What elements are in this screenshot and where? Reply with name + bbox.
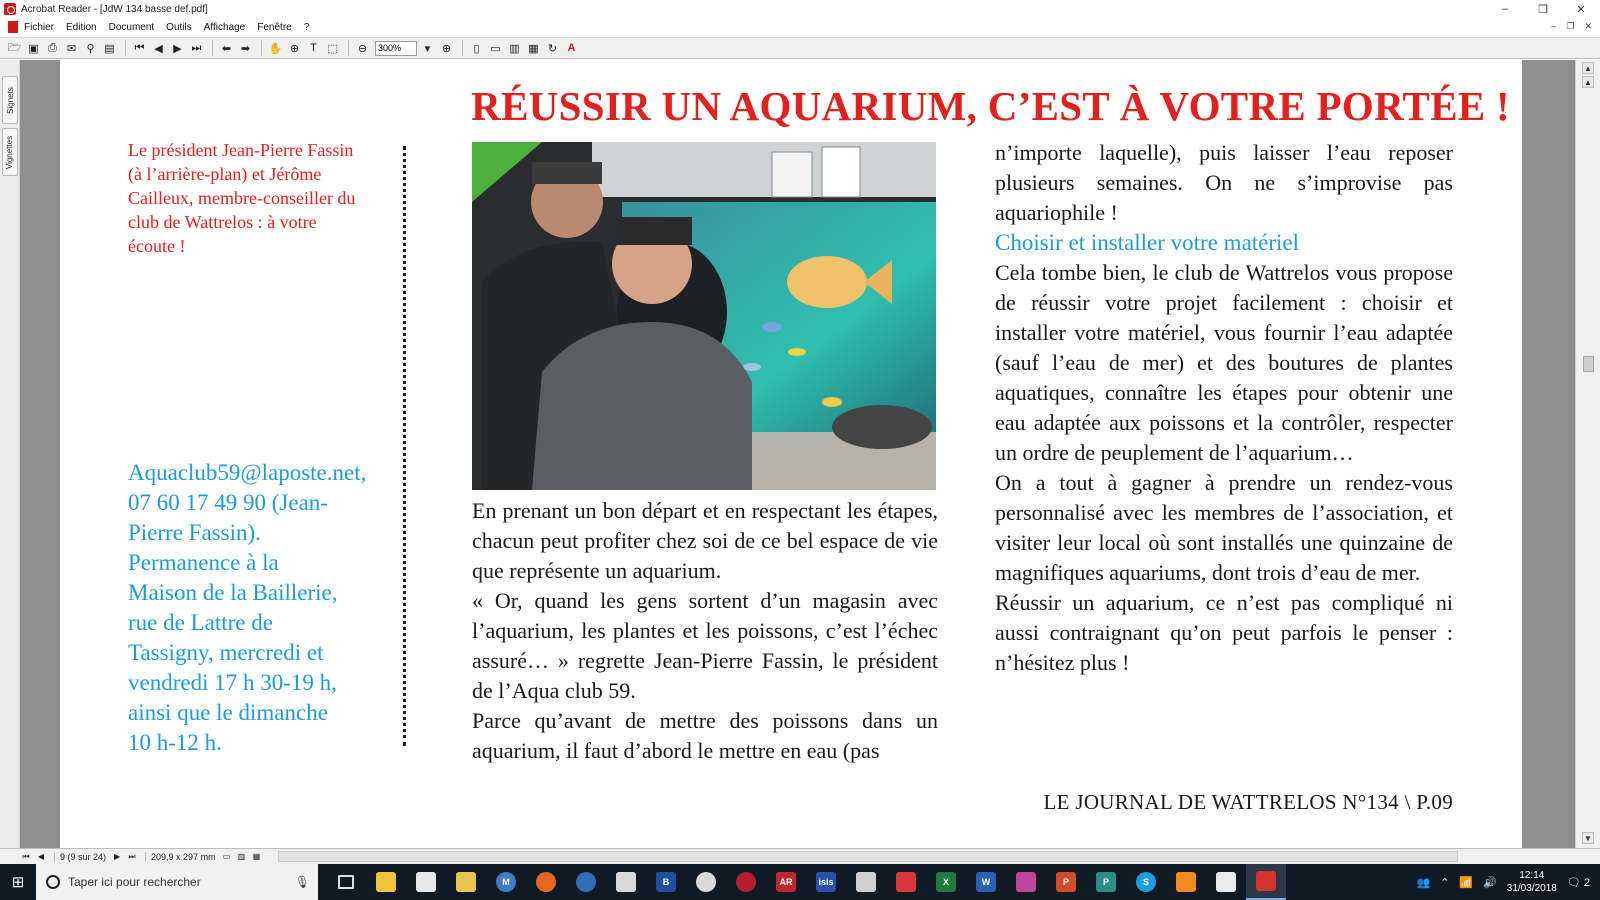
- disk-tool-icon[interactable]: [686, 864, 726, 900]
- zoom-dropdown-icon[interactable]: ▾: [424, 42, 431, 55]
- maxthon-icon[interactable]: M: [486, 864, 526, 900]
- next-page-icon[interactable]: ▶: [113, 852, 121, 861]
- maximize-button[interactable]: ❐: [1538, 3, 1548, 16]
- right-paragraph: Réussir un aquarium, ce n’est pas compliqué ni aussi contraignant qu’on peut parfois le penser : n’hésitez plus !: [995, 590, 1453, 675]
- snapshot-icon[interactable]: ⬚: [327, 42, 338, 55]
- vlc-icon[interactable]: [1166, 864, 1206, 900]
- scrollbar-thumb[interactable]: [1583, 356, 1594, 372]
- acrobat-app-icon: [4, 3, 16, 15]
- firefox-icon[interactable]: [526, 864, 566, 900]
- status-bar: [0, 848, 1600, 864]
- task-view-icon[interactable]: [326, 864, 366, 900]
- save-icon[interactable]: ▣: [28, 42, 39, 55]
- menu-document[interactable]: Document: [108, 21, 155, 33]
- fit-page-icon[interactable]: ▭: [490, 42, 501, 55]
- continuous-icon[interactable]: ▥: [237, 852, 246, 861]
- print-icon[interactable]: ⎙: [48, 41, 57, 54]
- scroll-up-icon[interactable]: ▲: [1582, 62, 1594, 74]
- menu-fichier[interactable]: Fichier: [24, 21, 55, 33]
- menu-affichage[interactable]: Affichage: [203, 21, 246, 33]
- zoom-in-icon[interactable]: ⊕: [441, 42, 452, 55]
- clock-time: 12:14: [1519, 870, 1545, 881]
- notification-center-icon[interactable]: 🗨 2: [1566, 876, 1590, 889]
- properties-icon[interactable]: ▤: [104, 42, 115, 55]
- toolbar-divider: [212, 40, 213, 56]
- fit-width-icon[interactable]: ▥: [509, 42, 520, 55]
- open-icon[interactable]: 🗁: [7, 41, 22, 54]
- close-button[interactable]: ✕: [1576, 3, 1586, 16]
- document-viewport[interactable]: [20, 60, 1575, 848]
- tray-chevron-icon[interactable]: ⌃: [1440, 876, 1450, 889]
- toolbar: [0, 37, 1600, 59]
- article-headline: RÉUSSIR UN AQUARIUM, C’EST À VOTRE PORTÉE !: [471, 83, 1510, 129]
- thunderbird-icon[interactable]: [566, 864, 606, 900]
- skype-icon[interactable]: S: [1126, 864, 1166, 900]
- system-tray: [1416, 864, 1600, 900]
- email-icon[interactable]: ✉: [66, 42, 77, 55]
- volume-icon[interactable]: 🔊: [1483, 876, 1497, 889]
- zoom-tool-icon[interactable]: ⊕: [289, 42, 300, 55]
- publisher-icon[interactable]: P: [1086, 864, 1126, 900]
- right-paragraph: n’importe laquelle), puis laisser l’eau reposer plusieurs semaines. On ne s’improvise pas aquariophile !: [995, 140, 1453, 225]
- doc-minimize-button[interactable]: –: [1551, 21, 1557, 31]
- calculator-icon[interactable]: [846, 864, 886, 900]
- section-subheading: Choisir et installer votre matériel: [995, 230, 1300, 255]
- article-photo: [472, 142, 936, 490]
- file-explorer-icon[interactable]: [366, 864, 406, 900]
- document-window-controls: [1551, 21, 1592, 32]
- dotted-divider: [403, 146, 406, 746]
- tab-signets-label: Signets: [5, 86, 15, 114]
- cortana-icon: [46, 875, 60, 889]
- menu-bar: [0, 18, 1600, 36]
- menu-edition[interactable]: Edition: [66, 21, 97, 33]
- adobe-logo-icon[interactable]: A: [567, 42, 576, 54]
- page-size: 209,9 x 297 mm: [145, 852, 221, 862]
- facing-icon[interactable]: ▦: [252, 852, 261, 861]
- windows-start-icon[interactable]: ⊞: [11, 874, 25, 891]
- rotate-icon[interactable]: ↻: [547, 42, 558, 55]
- document-icon[interactable]: [8, 21, 18, 33]
- doc-close-button[interactable]: ✕: [1584, 21, 1592, 31]
- notepad-icon[interactable]: [1206, 864, 1246, 900]
- menu-help[interactable]: ?: [303, 21, 310, 33]
- word-icon[interactable]: W: [966, 864, 1006, 900]
- previous-page-icon[interactable]: ◀: [154, 42, 163, 55]
- toolbar-divider: [261, 40, 262, 56]
- notes-icon[interactable]: [446, 864, 486, 900]
- ares-icon[interactable]: AR: [766, 864, 806, 900]
- acrobat-taskbar-icon[interactable]: [1246, 864, 1286, 900]
- menu-outils[interactable]: Outils: [166, 21, 192, 33]
- last-page-icon[interactable]: ⏭: [128, 851, 136, 861]
- middle-column: [472, 496, 938, 766]
- powerpoint-icon[interactable]: P: [1046, 864, 1086, 900]
- menu-fenetre[interactable]: Fenêtre: [257, 21, 292, 33]
- excel-icon[interactable]: X: [926, 864, 966, 900]
- toolbar-divider: [462, 40, 463, 56]
- right-column: [995, 138, 1453, 678]
- toolbar-divider: [125, 40, 126, 56]
- store-icon[interactable]: [406, 864, 446, 900]
- page-indicator[interactable]: 9 (9 sur 24): [54, 852, 111, 862]
- find-icon[interactable]: ⚲: [86, 42, 95, 55]
- microphone-icon[interactable]: 🎙: [294, 875, 310, 889]
- hand-tool-icon[interactable]: ✋: [268, 42, 283, 55]
- right-paragraph: Cela tombe bien, le club de Wattrelos vous propose de réussir votre projet facilement : choisir et installer votre matériel, vous fournir l’eau adaptée (sauf l’eau de mer) et des boutures de plantes aquatiques, connaître les étapes pour obtenir une eau adaptée aux poissons et la contrôler, respecter un ordre de peuplement de l’aquarium…: [995, 260, 1453, 465]
- media-icon[interactable]: [726, 864, 766, 900]
- page-footer: LE JOURNAL DE WATTRELOS N°134 \ P.09: [1043, 790, 1453, 814]
- text-select-icon[interactable]: T: [310, 42, 317, 54]
- window-controls: [1486, 0, 1600, 18]
- horizontal-scrollbar[interactable]: [278, 851, 1458, 862]
- windows-taskbar: [0, 864, 1600, 900]
- notification-count: 2: [1583, 876, 1590, 889]
- taskbar-search[interactable]: [36, 864, 318, 900]
- photo-caption: Le président Jean-Pierre Fassin (à l’arrière-plan) et Jérôme Cailleux, membre-conseiller du club de Wattrelos : à votre écoute !: [128, 140, 356, 256]
- taskbar-apps: [326, 864, 1286, 900]
- clock-date: 31/03/2018: [1506, 883, 1557, 894]
- zoom-level-input[interactable]: 300%: [375, 41, 417, 56]
- scroll-down-icon[interactable]: ▼: [1582, 832, 1594, 844]
- previous-page-icon[interactable]: ◀: [37, 852, 45, 861]
- network-icon[interactable]: 📶: [1459, 876, 1474, 889]
- photo-illustration: [472, 142, 936, 490]
- pdf-page: [60, 60, 1522, 848]
- doc-restore-button[interactable]: ❐: [1566, 21, 1575, 31]
- title-bar: [0, 0, 1600, 18]
- minimize-button[interactable]: –: [1501, 3, 1509, 15]
- camera-icon[interactable]: [886, 864, 926, 900]
- last-page-icon[interactable]: ⏭: [191, 41, 202, 54]
- tab-vignettes-label: Vignettes: [5, 135, 15, 169]
- navigation-panel: [0, 60, 20, 848]
- search-placeholder: Taper ici pour rechercher: [68, 875, 201, 889]
- clock[interactable]: [1507, 869, 1557, 895]
- right-paragraph: On a tout à gagner à prendre un rendez-vous personnalisé avec les membres de l’association, et visiter leur local où sont installés une quinzaine de magnifiques aquariums, dont trois d’eau de mer.: [995, 470, 1453, 585]
- reflow-icon[interactable]: ▦: [528, 42, 539, 55]
- isis-icon[interactable]: isis: [806, 864, 846, 900]
- window-title: Acrobat Reader - [JdW 134 basse def.pdf]: [21, 3, 208, 15]
- forward-icon[interactable]: ➡: [240, 42, 251, 55]
- first-page-icon[interactable]: ⏮: [134, 41, 145, 54]
- middle-paragraph: « Or, quand les gens sortent d’un magasin avec l’aquarium, les plantes et les poissons, c’est l’échec assuré… » regrette Jean-Pierre Fassin, le président de l’Aqua club 59.: [472, 588, 938, 703]
- actual-size-icon[interactable]: ▯: [473, 42, 480, 55]
- tab-signets[interactable]: [2, 76, 18, 124]
- toolbar-divider: [348, 40, 349, 56]
- app-b-icon[interactable]: B: [646, 864, 686, 900]
- mail-icon[interactable]: [606, 864, 646, 900]
- middle-paragraph: Parce qu’avant de mettre des poissons dans un aquarium, il faut d’abord le mettre en eau (pas: [472, 708, 938, 763]
- scroll-page-up-icon[interactable]: ▲: [1582, 76, 1594, 88]
- people-icon[interactable]: 👥: [1416, 876, 1431, 889]
- first-page-icon[interactable]: ⏮: [22, 851, 30, 861]
- paint-icon[interactable]: [1006, 864, 1046, 900]
- next-page-icon[interactable]: ▶: [173, 42, 182, 55]
- middle-paragraph: En prenant un bon départ et en respectant les étapes, chacun peut profiter chez soi de ce bel espace de vie que représente un aquarium.: [472, 498, 938, 583]
- back-icon[interactable]: ⬅: [221, 42, 232, 55]
- tab-vignettes[interactable]: [2, 128, 18, 176]
- contact-info: Aquaclub59@laposte.net, 07 60 17 49 90 (Jean-Pierre Fassin). Permanence à la Maison de la Baillerie, rue de Lattre de Tassigny, mercredi et vendredi 17 h 30-19 h, ainsi que le dimanche 10 h-12 h.: [128, 460, 367, 755]
- vertical-scrollbar[interactable]: [1575, 60, 1600, 848]
- zoom-out-icon[interactable]: ⊖: [357, 42, 368, 55]
- single-page-icon[interactable]: ▭: [222, 852, 231, 861]
